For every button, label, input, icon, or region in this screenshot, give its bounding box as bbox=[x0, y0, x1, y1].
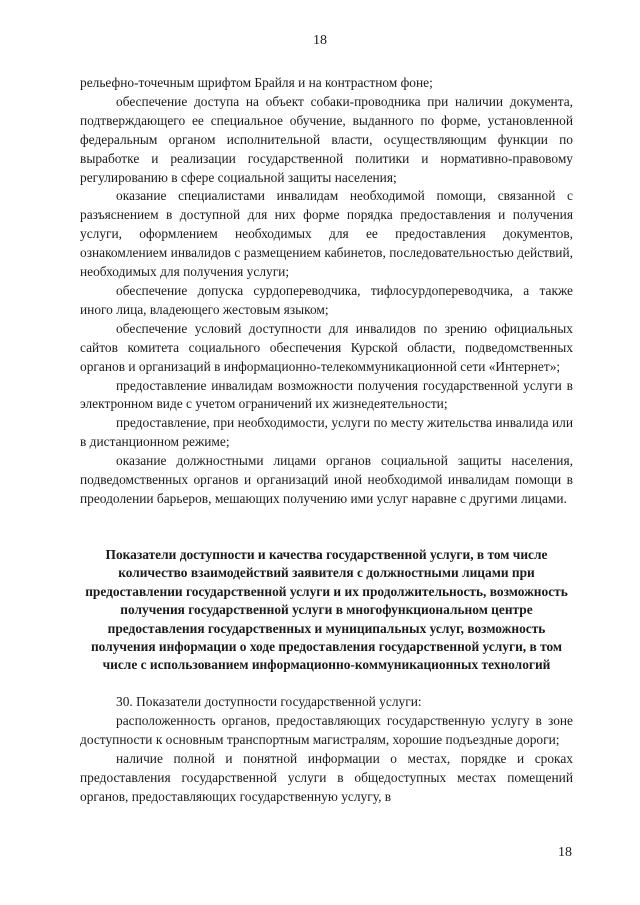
paragraph: обеспечение допуска сурдопереводчика, тифлосурдопереводчика, а также иного лица, владеющего жестовым языком; bbox=[80, 282, 573, 317]
page-number-bottom: 18 bbox=[558, 845, 572, 860]
page-number-top: 18 bbox=[313, 33, 327, 48]
paragraph: предоставление, при необходимости, услуги по месту жительства инвалида или в дистанционном режиме; bbox=[80, 415, 573, 450]
paragraph: наличие полной и понятной информации о местах, порядке и сроках предоставления государственной услуги в общедоступных местах помещений органов, предоставляющих государственную услугу, в bbox=[80, 750, 573, 804]
paragraph: обеспечение условий доступности для инвалидов по зрению официальных сайтов комитета социального обеспечения Курской области, подведомственных органов и организаций в информационно-телекоммуникационной сети «Интернет»; bbox=[80, 320, 573, 374]
paragraph: оказание специалистами инвалидам необходимой помощи, связанной с разъяснением в доступной для них форме порядка предоставления и получения услуги, оформлением необходимых для ее предоставления документов, ознакомлением инвалидов с размещением кабинетов, последовательностью действий, необходимых для получения услуги; bbox=[80, 188, 573, 280]
paragraph: предоставление инвалидам возможности получения государственной услуги в электронном виде с учетом ограничений их жизнедеятельности; bbox=[80, 377, 573, 412]
paragraph: расположенность органов, предоставляющих государственную услугу в зоне доступности к основным транспортным магистралям, хорошие подъездные дороги; bbox=[80, 712, 573, 747]
paragraph: оказание должностными лицами органов социальной защиты населения, подведомственных органов и организаций иной необходимой инвалидам помощи в преодолении барьеров, мешающих получению ими услуг наравне с другими лицами. bbox=[80, 453, 573, 506]
body-text bbox=[80, 74, 573, 509]
paragraph: рельефно-точечным шрифтом Брайля и на контрастном фоне; bbox=[80, 75, 433, 90]
section-text bbox=[80, 693, 573, 806]
paragraph: обеспечение доступа на объект собаки-проводника при наличии документа, подтверждающего ее специальное обучение, выданного по форме, установленной федеральным органом исполнительной власти, осуществляющим функции по выработке и реализации государственной политики и нормативно-правовому регулированию в сфере социальной защиты населения; bbox=[80, 93, 573, 185]
paragraph: 30. Показатели доступности государственной услуги: bbox=[116, 694, 422, 709]
section-heading: Показатели доступности и качества государственной услуги, в том числе количество взаимодействий заявителя с должностными лицами при предоставлении государственной услуги и их продолжительность, возможность получения государственной услуги в многофункциональном центре предоставления государственных и муниципальных услуг, возможность получения информации о ходе предоставления государственной услуги, в том числе с использованием информационно-коммуникационных технологий bbox=[85, 547, 568, 673]
